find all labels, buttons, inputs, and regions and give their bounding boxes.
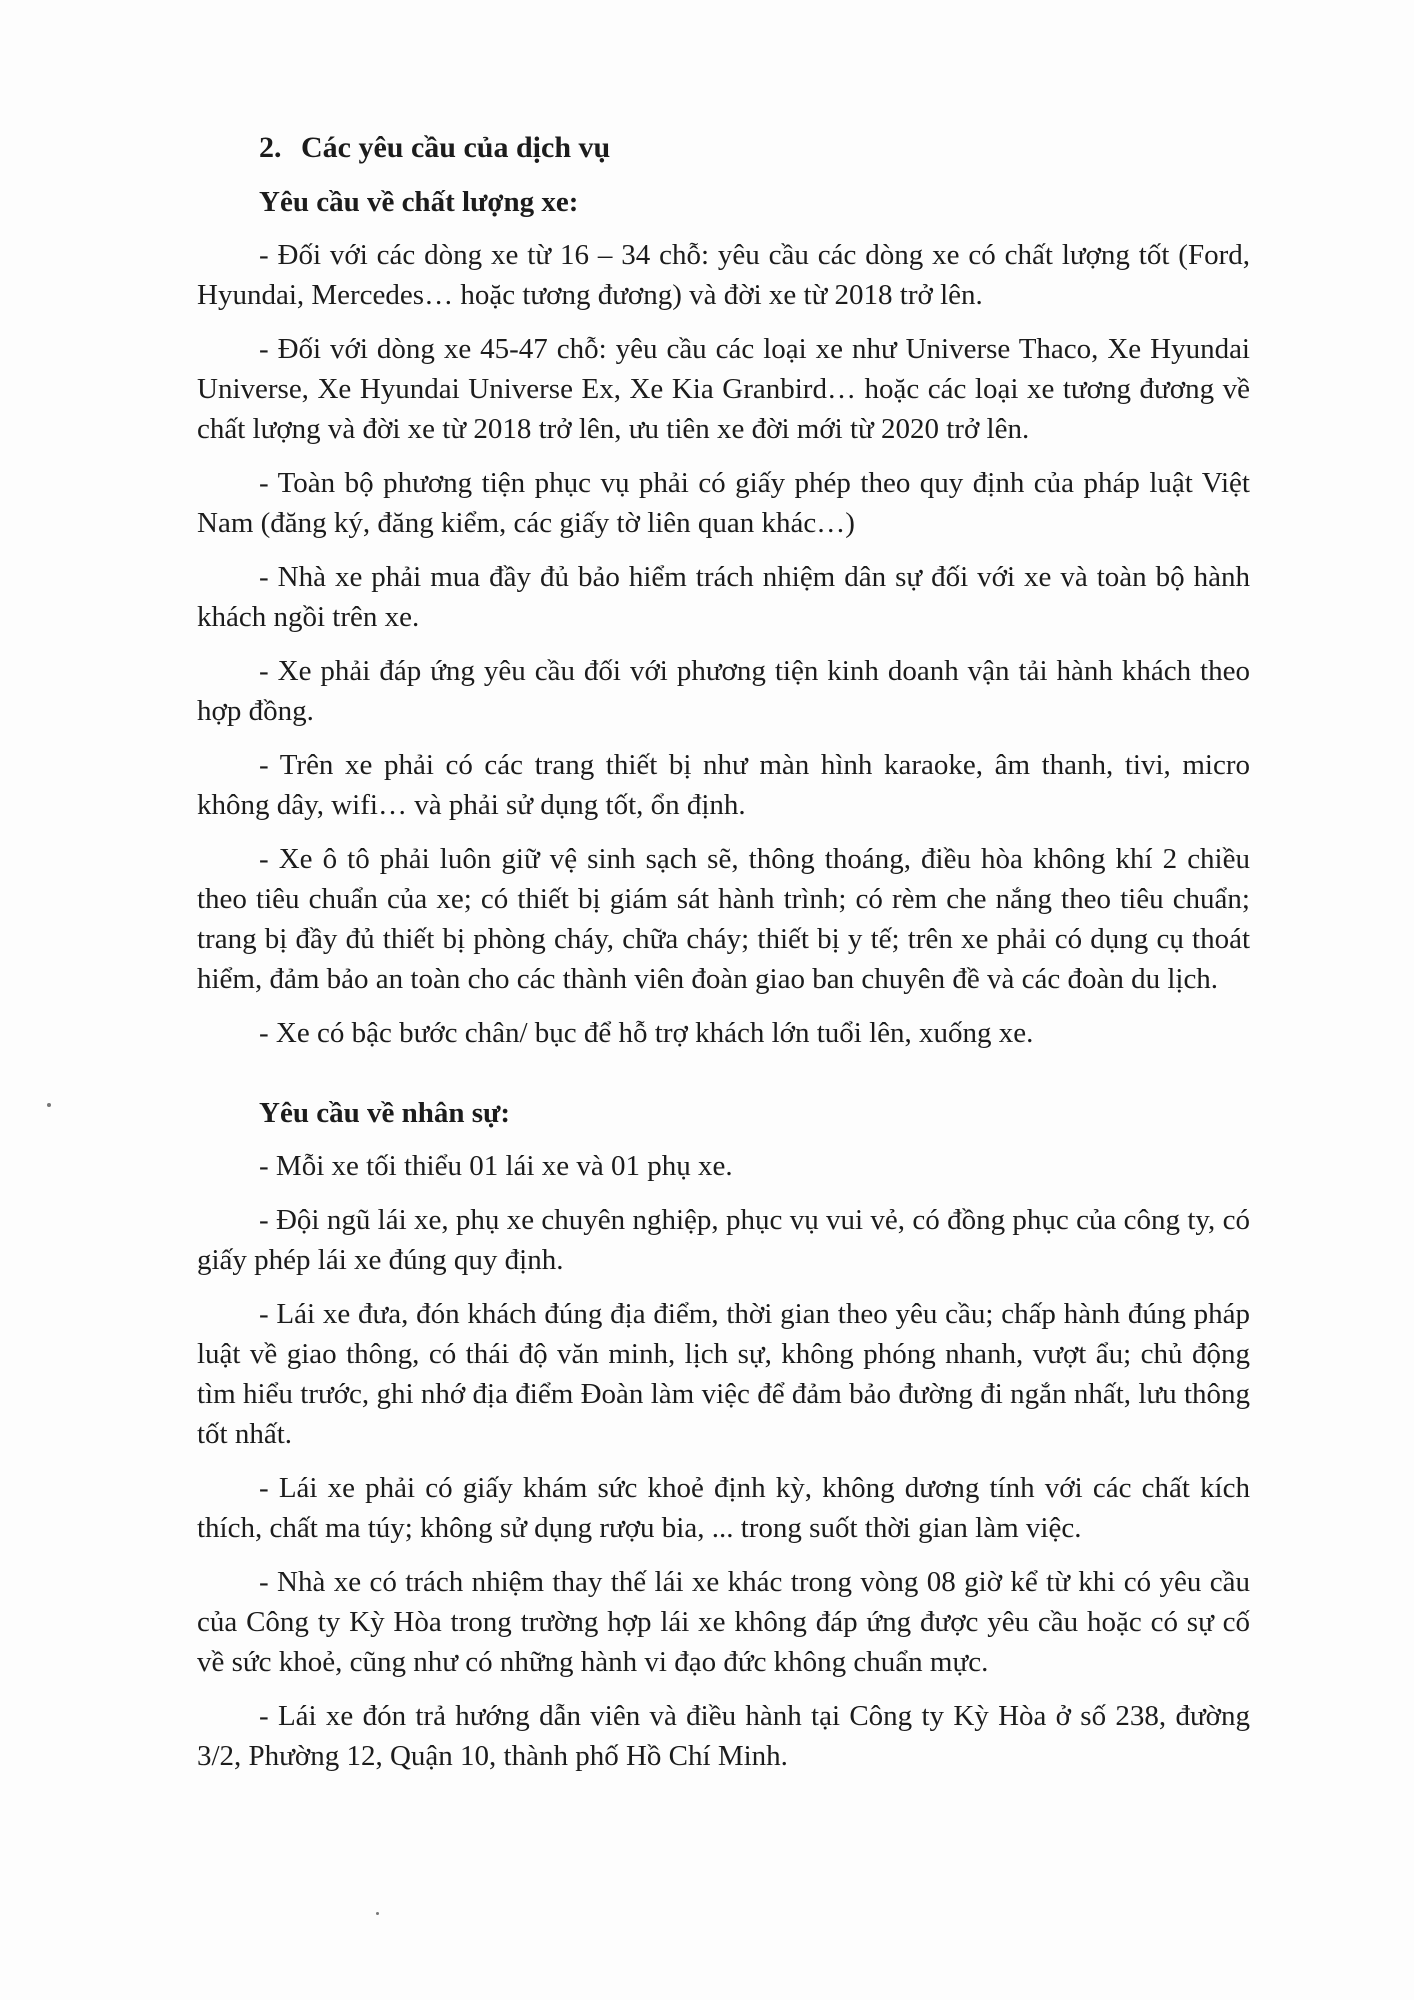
vehicle-requirements-heading: Yêu cầu về chất lượng xe: [259,186,579,218]
scan-speck [376,1912,379,1915]
personnel-requirement-item: - Lái xe đưa, đón khách đúng địa điểm, thời gian theo yêu cầu; chấp hành đúng pháp luật về giao thông, có thái độ văn minh, lịch sự, không phóng nhanh, vượt ẩu; chủ động tìm hiểu trước, ghi nhớ địa điểm Đoàn làm việc để đảm bảo đường đi ngắn nhất, lưu thông tốt nhất. [197,1298,1250,1450]
vehicle-requirement-item: - Đối với các dòng xe từ 16 – 34 chỗ: yêu cầu các dòng xe có chất lượng tốt (Ford, Hyundai, Mercedes… hoặc tương đương) và đời xe từ 2018 trở lên. [197,239,1250,311]
personnel-requirement-item: - Lái xe đón trả hướng dẫn viên và điều hành tại Công ty Kỳ Hòa ở số 238, đường 3/2, Phường 12, Quận 10, thành phố Hồ Chí Minh. [197,1700,1250,1772]
vehicle-requirement-item: - Xe ô tô phải luôn giữ vệ sinh sạch sẽ, thông thoáng, điều hòa không khí 2 chiều theo tiêu chuẩn của xe; có thiết bị giám sát hành trình; có rèm che nắng theo tiêu chuẩn; trang bị đầy đủ thiết bị phòng cháy, chữa cháy; thiết bị y tế; trên xe phải có dụng cụ thoát hiểm, đảm bảo an toàn cho các thành viên đoàn giao ban chuyên đề và các đoàn du lịch. [197,843,1250,995]
personnel-requirement-item: - Đội ngũ lái xe, phụ xe chuyên nghiệp, phục vụ vui vẻ, có đồng phục của công ty, có giấy phép lái xe đúng quy định. [197,1204,1250,1276]
section-heading [197,128,1250,168]
document-body [197,128,1250,1790]
vehicle-requirement-item: - Toàn bộ phương tiện phục vụ phải có giấy phép theo quy định của pháp luật Việt Nam (đăng ký, đăng kiểm, các giấy tờ liên quan khác…) [197,467,1250,539]
vehicle-requirement-item: - Xe có bậc bước chân/ bục để hỗ trợ khách lớn tuổi lên, xuống xe. [259,1017,1034,1049]
vehicle-requirement-item: - Trên xe phải có các trang thiết bị như màn hình karaoke, âm thanh, tivi, micro không dây, wifi… và phải sử dụng tốt, ổn định. [197,749,1250,821]
vehicle-requirement-item: - Đối với dòng xe 45-47 chỗ: yêu cầu các loại xe như Universe Thaco, Xe Hyundai Universe, Xe Hyundai Universe Ex, Xe Kia Granbird… hoặc các loại xe tương đương về chất lượng và đời xe từ 2018 trở lên, ưu tiên xe đời mới từ 2020 trở lên. [197,333,1250,445]
section-number: 2. [259,131,282,164]
vehicle-requirement-item: - Xe phải đáp ứng yêu cầu đối với phương tiện kinh doanh vận tải hành khách theo hợp đồng. [197,655,1250,727]
personnel-requirements-heading: Yêu cầu về nhân sự: [259,1097,511,1129]
personnel-requirement-item: - Lái xe phải có giấy khám sức khoẻ định kỳ, không dương tính với các chất kích thích, chất ma túy; không sử dụng rượu bia, ... trong suốt thời gian làm việc. [197,1472,1250,1544]
personnel-requirement-item: - Mỗi xe tối thiểu 01 lái xe và 01 phụ xe. [259,1150,733,1182]
vehicle-requirement-item: - Nhà xe phải mua đầy đủ bảo hiểm trách nhiệm dân sự đối với xe và toàn bộ hành khách ngồi trên xe. [197,561,1250,633]
personnel-requirement-item: - Nhà xe có trách nhiệm thay thế lái xe khác trong vòng 08 giờ kể từ khi có yêu cầu của Công ty Kỳ Hòa trong trường hợp lái xe không đáp ứng được yêu cầu hoặc có sự cố về sức khoẻ, cũng như có những hành vi đạo đức không chuẩn mực. [197,1566,1250,1678]
section-title: Các yêu cầu của dịch vụ [301,131,611,164]
scan-speck [47,1103,51,1107]
